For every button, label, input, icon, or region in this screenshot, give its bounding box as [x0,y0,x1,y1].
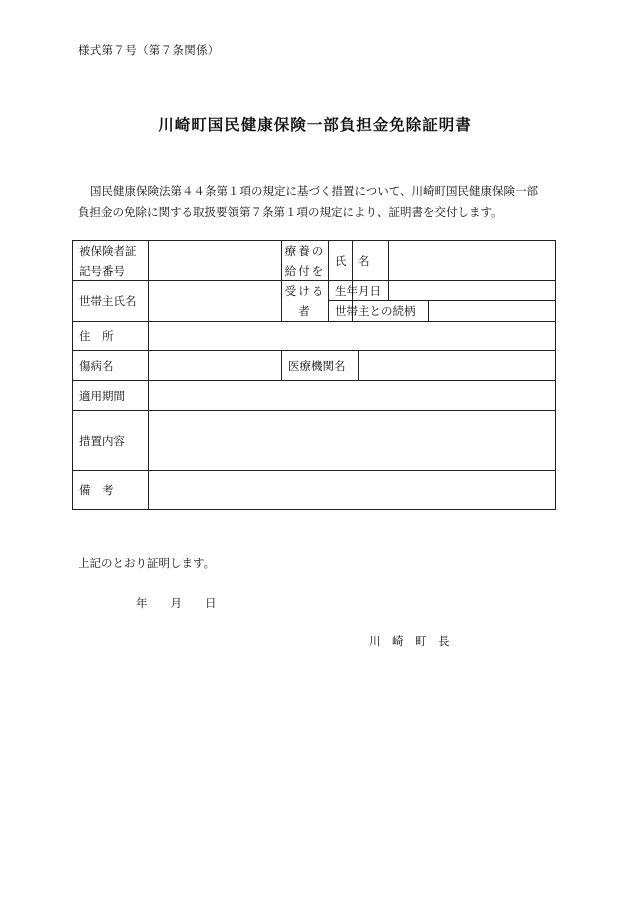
insured-id-label [72,240,149,281]
remarks-label [72,470,149,510]
recipient-label-line-3: 受ける [284,284,326,298]
date-line: 年 月 日 [136,596,217,610]
measure-label-text: 措置内容 [79,433,125,448]
document-title: 川崎町国民健康保険一部負担金免除証明書 [158,115,472,134]
relation-label [328,300,429,322]
name-label-text: 氏 名 [335,253,370,268]
address-label-text: 住 所 [79,329,114,343]
relation-label-text: 世帯主との続柄 [335,304,416,318]
form-number: 様式第７号（第７条関係） [78,43,220,57]
intro-line-1: 国民健康保険法第４４条第１項の規定に基づく措置について、川崎町国民健康保険一部 [90,184,539,198]
disease-label-text: 傷病名 [79,358,114,373]
address-field[interactable] [148,321,556,351]
remarks-field[interactable] [148,470,556,510]
recipient-label-line-2: 給付を [284,264,326,278]
measure-field[interactable] [148,410,556,471]
measure-label [72,410,149,471]
name-label [328,240,389,281]
disease-label [72,350,149,381]
recipient-label [281,240,329,322]
relation-field[interactable] [428,300,556,322]
certification-statement: 上記のとおり証明します。 [78,556,216,570]
household-head-label-text: 世帯主氏名 [79,294,137,308]
insured-id-label-line-1: 被保険者証 [79,243,137,258]
period-field[interactable] [148,380,556,411]
recipient-label-line-4: 者 [298,304,312,318]
intro-line-2: 負担金の免除に関する取扱要領第７条第１項の規定により、証明書を交付します。 [78,205,503,219]
address-label [72,321,149,351]
period-label-text: 適用期間 [79,388,125,403]
period-label [72,380,149,411]
disease-field[interactable] [148,350,282,381]
recipient-label-line-1: 療養の [284,244,326,258]
issuer-name: 川 崎 町 長 [369,634,450,648]
intro-paragraph [78,181,558,223]
certificate-table [72,240,556,510]
household-head-label [72,280,149,322]
remarks-label-text: 備 考 [79,483,114,497]
institution-label [281,350,359,381]
insured-id-label-line-2: 記号番号 [79,263,125,278]
birthdate-label [328,280,389,301]
institution-field[interactable] [358,350,556,381]
birthdate-label-text: 生年月日 [335,283,381,298]
institution-label-text: 医療機関名 [288,358,346,373]
birthdate-field[interactable] [388,280,556,301]
name-field[interactable] [388,240,556,281]
